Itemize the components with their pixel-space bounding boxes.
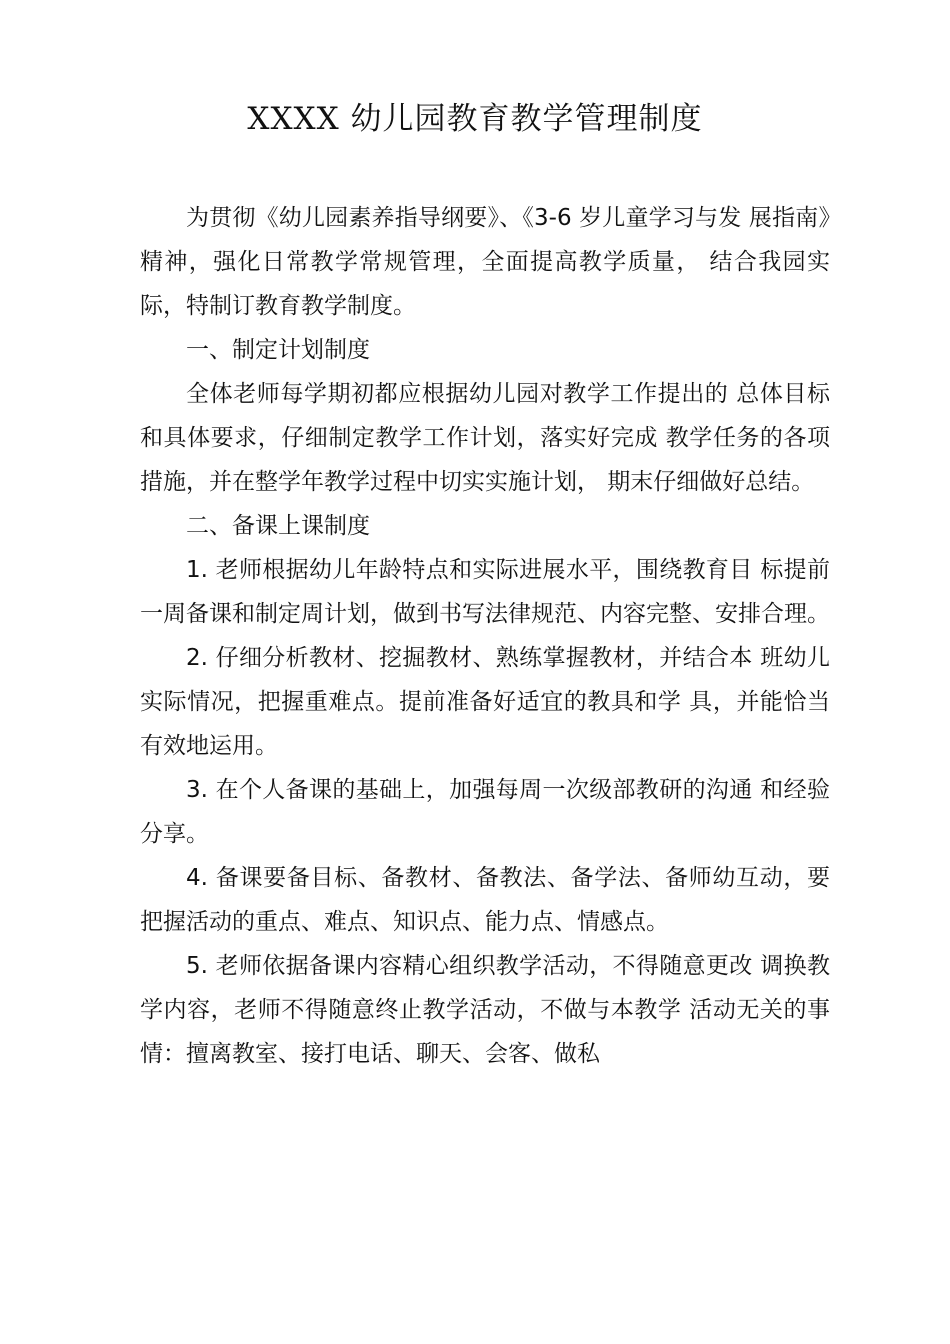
section2-heading: 二、备课上课制度 xyxy=(186,513,370,539)
section2-item-2: 2. 仔细分析教材、挖掘教材、熟练掌握教材，并结合本 班幼儿实际情况，把握重难点。提前准备好适宜的教具和学 具，并能恰当有效地运用。 xyxy=(140,645,830,759)
section2-item-5: 5. 老师依据备课内容精心组织教学活动，不得随意更改 调换教学内容，老师不得随意终止教学活动，不做与本教学 活动无关的事情：擅离教室、接打电话、聊天、会客、做私 xyxy=(140,953,830,1067)
intro-paragraph: 为贯彻《幼儿园素养指导纲要》、《3-6 岁儿童学习与发 展指南》精神，强化日常教学常规管理，全面提高教学质量， 结合我园实际，特制订教育教学制度。 xyxy=(140,205,830,319)
section1-heading: 一、制定计划制度 xyxy=(186,337,370,363)
section2-item-3: 3. 在个人备课的基础上，加强每周一次级部教研的沟通 和经验分享。 xyxy=(140,777,830,847)
document-title: XXXX 幼儿园教育教学管理制度 xyxy=(247,101,703,137)
document-body xyxy=(140,196,830,1076)
section2-item-4: 4. 备课要备目标、备教材、备教法、备学法、备师幼互动，要把握活动的重点、难点、知识点、能力点、情感点。 xyxy=(140,865,830,935)
section2-item-1: 1. 老师根据幼儿年龄特点和实际进展水平，围绕教育目 标提前一周备课和制定周计划，做到书写法律规范、内容完整、安排合理。 xyxy=(140,557,830,627)
section1-paragraph: 全体老师每学期初都应根据幼儿园对教学工作提出的 总体目标和具体要求，仔细制定教学工作计划，落实好完成 教学任务的各项措施，并在整学年教学过程中切实实施计划， 期末仔细做好总结。 xyxy=(140,381,830,495)
